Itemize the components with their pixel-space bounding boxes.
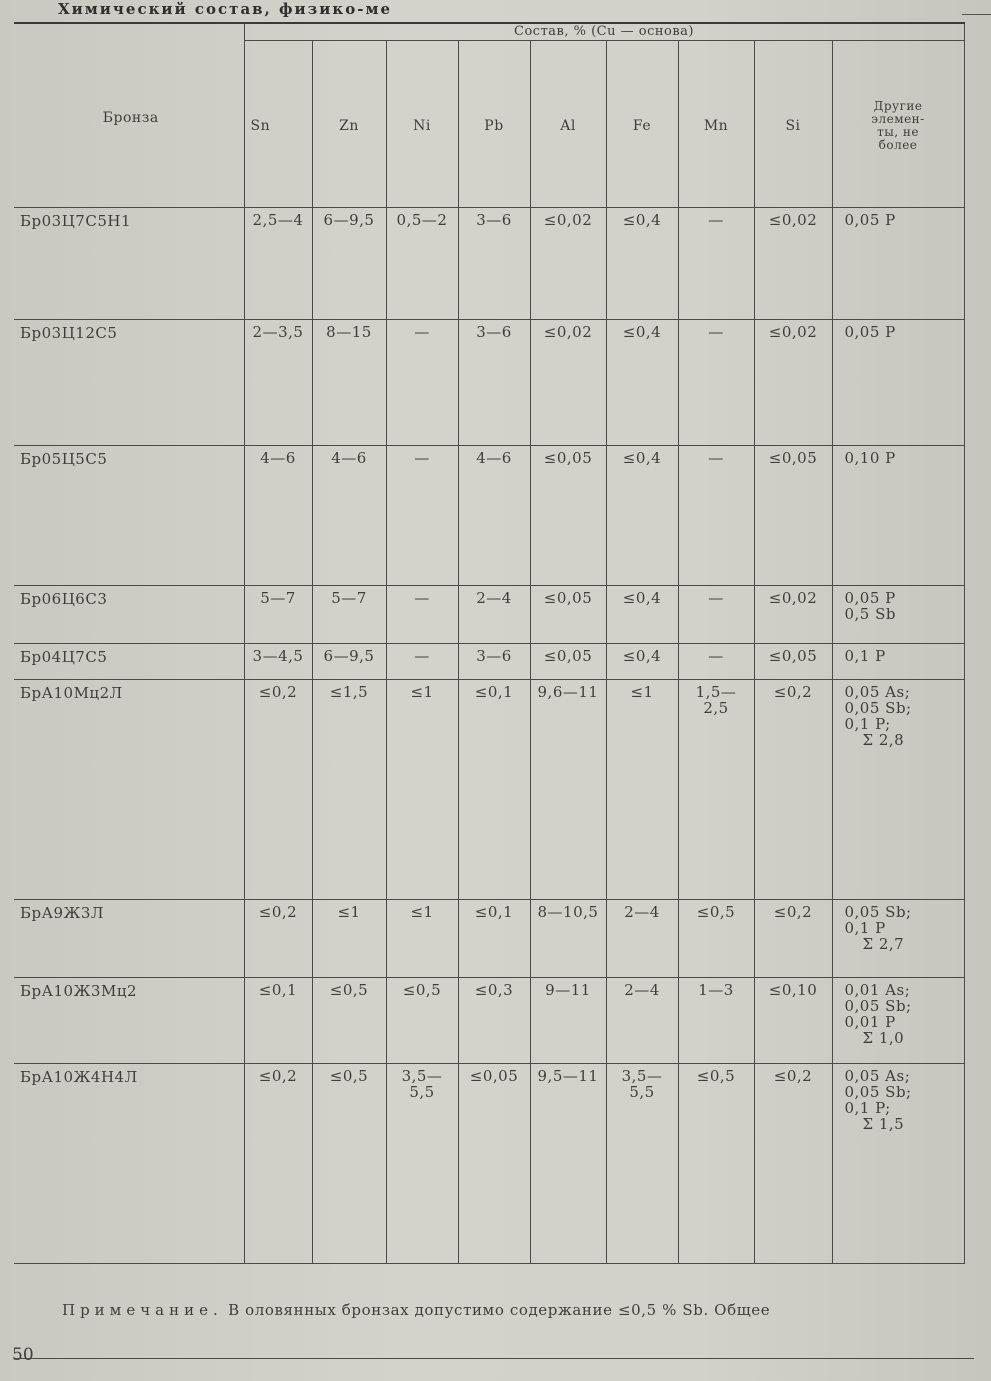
- table-row: [14, 586, 964, 644]
- cell-value: ≤0,3: [474, 981, 514, 999]
- cell-value: 9,6—11: [537, 683, 599, 701]
- table-cell: [244, 586, 312, 644]
- composition-table: [14, 22, 965, 1264]
- cell-value: —: [414, 323, 430, 341]
- table-cell: [386, 978, 458, 1064]
- footnote-label: Примечание.: [62, 1301, 223, 1319]
- bronze-grade: БрА10Мц2Л: [14, 680, 244, 900]
- cell-value: 3—4,5: [252, 647, 304, 665]
- cell-value: Σ 1,5: [862, 1115, 905, 1133]
- cell-value: —: [414, 589, 430, 607]
- cell-value: ≤0,5: [329, 1067, 369, 1085]
- table-cell: [530, 900, 606, 978]
- bronze-grade: Бр05Ц5С5: [14, 446, 244, 586]
- table-cell: [312, 900, 386, 978]
- cell-value: 0,1 P;: [844, 1099, 891, 1117]
- table-cell: [244, 644, 312, 680]
- page-number: 50: [12, 1345, 34, 1365]
- cell-value: ≤1: [337, 903, 361, 921]
- table-cell: [386, 680, 458, 900]
- table-cell: [530, 586, 606, 644]
- header-zn: Zn: [312, 41, 386, 208]
- table-row: [14, 680, 964, 900]
- cell-value: —: [708, 647, 724, 665]
- table-cell: [754, 586, 832, 644]
- cell-value: 2—4: [476, 589, 512, 607]
- cell-value: ≤0,02: [543, 323, 593, 341]
- header-si: Si: [754, 41, 832, 208]
- table-cell: [312, 320, 386, 446]
- table-cell: [312, 208, 386, 320]
- table-cell: [244, 1064, 312, 1264]
- cell-value: ≤1: [630, 683, 654, 701]
- other-elements-cell: [832, 208, 964, 320]
- table-cell: [678, 644, 754, 680]
- bronze-grade: Бр03Ц7С5Н1: [14, 208, 244, 320]
- cell-value: 0,05 P: [844, 211, 896, 229]
- table-cell: [606, 586, 678, 644]
- cell-value: 0,05 P: [844, 323, 896, 341]
- cell-value: 0,5 Sb: [844, 605, 897, 623]
- cell-value: 2—4: [624, 903, 660, 921]
- cell-value: ≤0,2: [258, 903, 298, 921]
- header-al: Al: [530, 41, 606, 208]
- cell-value: ≤0,2: [773, 903, 813, 921]
- cell-value: ≤0,4: [622, 589, 662, 607]
- cell-value: 2,5—4: [252, 211, 304, 229]
- table-cell: [458, 644, 530, 680]
- table-cell: [606, 680, 678, 900]
- table-cell: [386, 320, 458, 446]
- cell-value: 2—3,5: [252, 323, 304, 341]
- header-composition: Состав, % (Cu — основа): [244, 23, 964, 41]
- table-cell: [678, 978, 754, 1064]
- header-pb: Pb: [458, 41, 530, 208]
- cell-value: 0,1 P: [844, 919, 886, 937]
- cell-value: 0,05 P: [844, 589, 896, 607]
- table-cell: [754, 446, 832, 586]
- bronze-grade: Бр06Ц6С3: [14, 586, 244, 644]
- bronze-grade: БрА10Ж4Н4Л: [14, 1064, 244, 1264]
- cell-value: 8—15: [326, 323, 372, 341]
- table-cell: [458, 320, 530, 446]
- table-row: [14, 978, 964, 1064]
- footnote-text: В оловянных бронзах допустимо содержание ≤0,5 % Sb. Общее: [228, 1301, 771, 1319]
- cell-value: ≤0,5: [696, 1067, 736, 1085]
- table-cell: [530, 320, 606, 446]
- cell-value: ≤0,2: [258, 1067, 298, 1085]
- header-mn: Mn: [678, 41, 754, 208]
- table-cell: [754, 1064, 832, 1264]
- cell-value: —: [414, 449, 430, 467]
- header-sn: Sn: [244, 41, 312, 208]
- table-cell: [606, 1064, 678, 1264]
- cell-value: ≤0,05: [543, 647, 593, 665]
- cell-value: 9,5—11: [537, 1067, 599, 1085]
- cell-value: ≤0,02: [768, 211, 818, 229]
- table-cell: [312, 680, 386, 900]
- cell-value: 0,05 Sb;: [844, 699, 912, 717]
- cell-value: ≤0,1: [474, 683, 514, 701]
- table-cell: [678, 900, 754, 978]
- cell-value: ≤0,05: [543, 589, 593, 607]
- table-cell: [530, 978, 606, 1064]
- cell-value: 0,1 P;: [844, 715, 891, 733]
- cell-value: —: [708, 449, 724, 467]
- header-ni: Ni: [386, 41, 458, 208]
- bronze-grade: БрА10Ж3Мц2: [14, 978, 244, 1064]
- table-cell: [312, 1064, 386, 1264]
- table-cell: [606, 978, 678, 1064]
- table-row: [14, 446, 964, 586]
- table-cell: [386, 446, 458, 586]
- bronze-grade: Бр03Ц12С5: [14, 320, 244, 446]
- header-fe: Fe: [606, 41, 678, 208]
- cell-value: 5,5: [409, 1083, 435, 1101]
- divider: [14, 1358, 974, 1359]
- cell-value: ≤0,05: [768, 647, 818, 665]
- table-cell: [754, 900, 832, 978]
- cell-value: 6—9,5: [323, 647, 375, 665]
- cell-value: 0,1 P: [844, 647, 886, 665]
- cell-value: ≤0,10: [768, 981, 818, 999]
- table-cell: [244, 320, 312, 446]
- cell-value: 1,5—: [695, 683, 737, 701]
- table-title: Химический состав, физико-ме: [58, 0, 393, 18]
- table-cell: [754, 208, 832, 320]
- cell-value: ≤0,5: [329, 981, 369, 999]
- divider: [962, 14, 991, 15]
- cell-value: 3,5—: [401, 1067, 443, 1085]
- cell-value: ≤1: [410, 903, 434, 921]
- table-cell: [244, 680, 312, 900]
- table-row: [14, 644, 964, 680]
- table-cell: [386, 586, 458, 644]
- table-cell: [386, 208, 458, 320]
- cell-value: 0,5—2: [396, 211, 448, 229]
- cell-value: ≤1: [410, 683, 434, 701]
- cell-value: 3,5—: [621, 1067, 663, 1085]
- cell-value: ≤0,5: [402, 981, 442, 999]
- table-cell: [386, 644, 458, 680]
- table-cell: [458, 680, 530, 900]
- table-cell: [606, 644, 678, 680]
- table-row: [14, 320, 964, 446]
- table-cell: [530, 644, 606, 680]
- cell-value: 5—7: [260, 589, 296, 607]
- table-cell: [244, 208, 312, 320]
- table-cell: [458, 446, 530, 586]
- cell-value: 0,10 P: [844, 449, 896, 467]
- cell-value: 4—6: [476, 449, 512, 467]
- cell-value: —: [414, 647, 430, 665]
- table-cell: [606, 320, 678, 446]
- table-cell: [312, 446, 386, 586]
- cell-value: 5,5: [629, 1083, 655, 1101]
- cell-value: Σ 1,0: [862, 1029, 905, 1047]
- cell-value: 9—11: [545, 981, 591, 999]
- cell-value: ≤0,02: [768, 323, 818, 341]
- table-cell: [678, 586, 754, 644]
- cell-value: 4—6: [260, 449, 296, 467]
- table-cell: [530, 1064, 606, 1264]
- other-elements-cell: [832, 644, 964, 680]
- bronze-grade: БрА9Ж3Л: [14, 900, 244, 978]
- cell-value: Σ 2,8: [862, 731, 905, 749]
- cell-value: 2—4: [624, 981, 660, 999]
- cell-value: ≤0,05: [768, 449, 818, 467]
- table-cell: [530, 208, 606, 320]
- cell-value: 5—7: [331, 589, 367, 607]
- other-elements-cell: [832, 900, 964, 978]
- table-cell: [458, 208, 530, 320]
- cell-value: ≤0,1: [474, 903, 514, 921]
- table-cell: [530, 446, 606, 586]
- table-cell: [678, 320, 754, 446]
- cell-value: 0,05 As;: [844, 1067, 911, 1085]
- cell-value: 4—6: [331, 449, 367, 467]
- header-other: Другие элемен- ты, не более: [832, 41, 964, 208]
- table-cell: [606, 208, 678, 320]
- cell-value: 8—10,5: [537, 903, 599, 921]
- other-elements-cell: [832, 680, 964, 900]
- table-cell: [606, 900, 678, 978]
- cell-value: ≤0,1: [258, 981, 298, 999]
- cell-value: 2,5: [703, 699, 729, 717]
- cell-value: ≤0,05: [543, 449, 593, 467]
- cell-value: 0,01 P: [844, 1013, 896, 1031]
- table-cell: [754, 320, 832, 446]
- footnote: [62, 1301, 770, 1319]
- header-bronze: Бронза: [14, 23, 244, 208]
- table-cell: [458, 900, 530, 978]
- table-cell: [458, 978, 530, 1064]
- table-cell: [458, 586, 530, 644]
- cell-value: ≤0,2: [773, 1067, 813, 1085]
- table-row: [14, 900, 964, 978]
- other-elements-cell: [832, 446, 964, 586]
- cell-value: 1—3: [698, 981, 734, 999]
- cell-value: ≤0,4: [622, 323, 662, 341]
- cell-value: ≤1,5: [329, 683, 369, 701]
- table-cell: [678, 680, 754, 900]
- table-cell: [244, 446, 312, 586]
- cell-value: ≤0,4: [622, 647, 662, 665]
- table-cell: [678, 1064, 754, 1264]
- table-cell: [458, 1064, 530, 1264]
- cell-value: 0,05 Sb;: [844, 997, 912, 1015]
- table-cell: [530, 680, 606, 900]
- table-cell: [754, 644, 832, 680]
- cell-value: 0,01 As;: [844, 981, 911, 999]
- table-cell: [754, 680, 832, 900]
- table-cell: [244, 978, 312, 1064]
- cell-value: 0,05 As;: [844, 683, 911, 701]
- cell-value: 0,05 Sb;: [844, 903, 912, 921]
- cell-value: ≤0,2: [258, 683, 298, 701]
- cell-value: Σ 2,7: [862, 935, 905, 953]
- cell-value: ≤0,02: [768, 589, 818, 607]
- cell-value: ≤0,05: [469, 1067, 519, 1085]
- cell-value: —: [708, 323, 724, 341]
- table-cell: [386, 1064, 458, 1264]
- cell-value: —: [708, 211, 724, 229]
- other-elements-cell: [832, 320, 964, 446]
- cell-value: 3—6: [476, 211, 512, 229]
- cell-value: ≤0,02: [543, 211, 593, 229]
- cell-value: ≤0,4: [622, 211, 662, 229]
- cell-value: 3—6: [476, 647, 512, 665]
- cell-value: ≤0,2: [773, 683, 813, 701]
- table-cell: [312, 586, 386, 644]
- table-cell: [606, 446, 678, 586]
- other-elements-cell: [832, 978, 964, 1064]
- bronze-grade: Бр04Ц7С5: [14, 644, 244, 680]
- table-cell: [312, 978, 386, 1064]
- cell-value: ≤0,4: [622, 449, 662, 467]
- table-cell: [312, 644, 386, 680]
- table-cell: [386, 900, 458, 978]
- table-row: [14, 208, 964, 320]
- cell-value: —: [708, 589, 724, 607]
- table-cell: [678, 208, 754, 320]
- cell-value: 3—6: [476, 323, 512, 341]
- table-cell: [244, 900, 312, 978]
- other-elements-cell: [832, 1064, 964, 1264]
- cell-value: ≤0,5: [696, 903, 736, 921]
- table-cell: [678, 446, 754, 586]
- cell-value: 0,05 Sb;: [844, 1083, 912, 1101]
- table-cell: [754, 978, 832, 1064]
- other-elements-cell: [832, 586, 964, 644]
- table-row: [14, 1064, 964, 1264]
- cell-value: 6—9,5: [323, 211, 375, 229]
